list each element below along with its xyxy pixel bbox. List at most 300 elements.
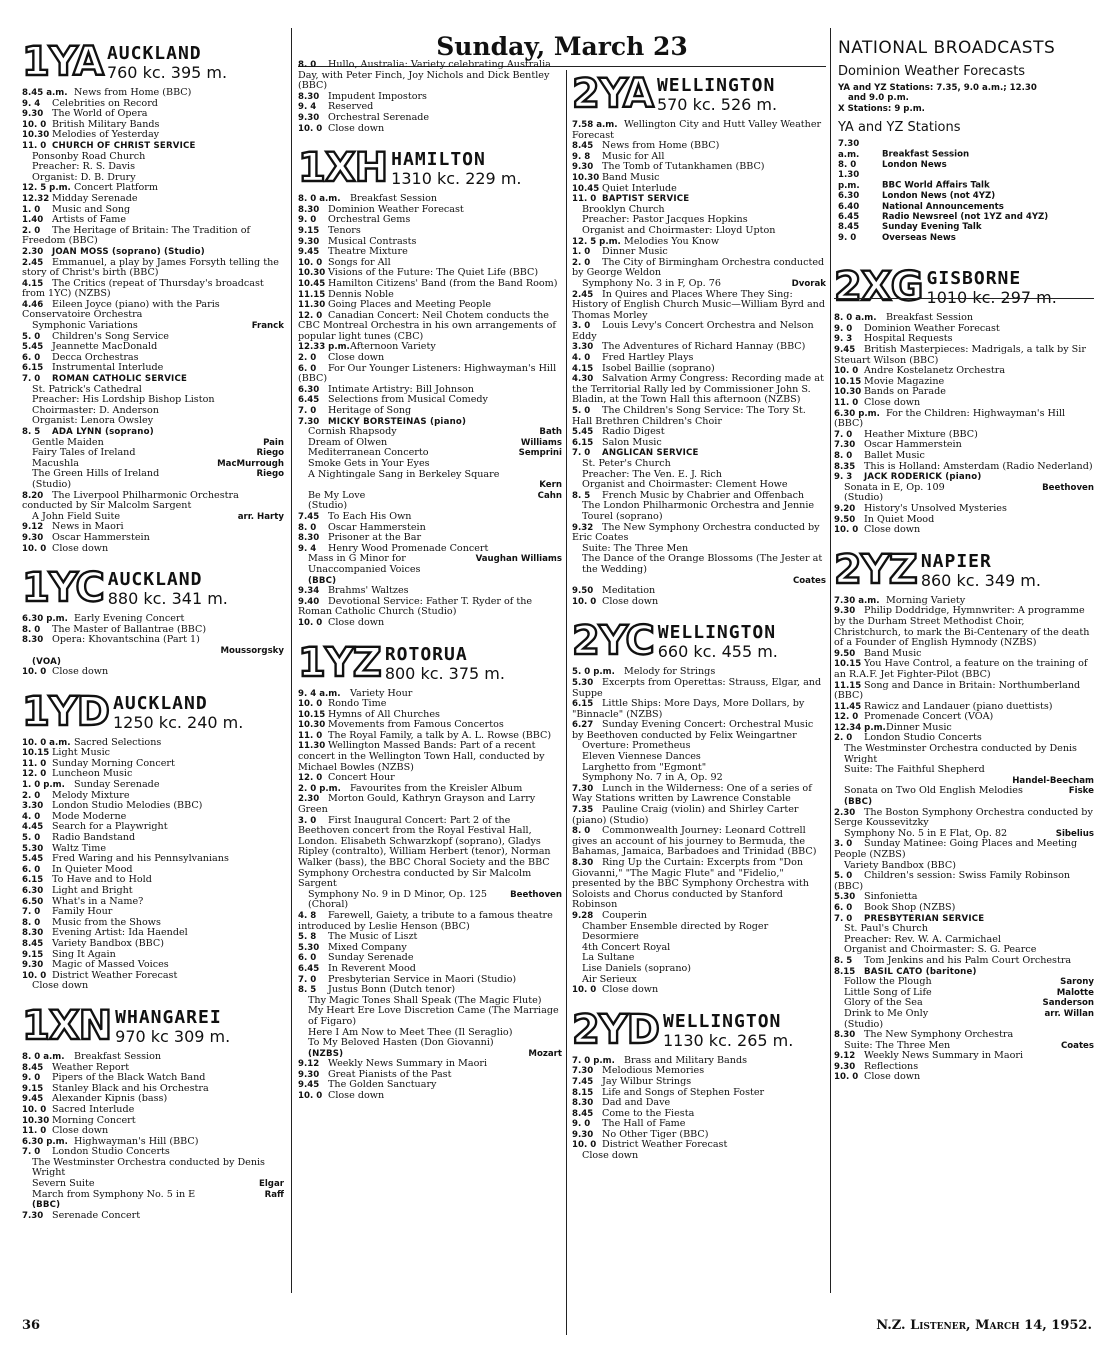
programme-time: 3. 0 bbox=[572, 321, 591, 332]
programme-line bbox=[298, 576, 562, 587]
programme-line bbox=[298, 911, 562, 932]
programme-title: BASIL CATO (baritone) bbox=[864, 966, 977, 977]
national-item-time: 8. 0 bbox=[838, 160, 857, 171]
programme-line bbox=[572, 1056, 826, 1067]
programme-title: Songs for All bbox=[328, 257, 391, 268]
programme-time: 7. 0 bbox=[834, 429, 853, 440]
programme-title: Close down bbox=[52, 667, 109, 678]
programme-title: Evening Artist: Ida Haendel bbox=[52, 928, 188, 939]
programme-time: 11.30 bbox=[298, 741, 326, 752]
programme-line bbox=[572, 491, 826, 502]
programme-time: 7.35 bbox=[572, 805, 594, 816]
programme-line bbox=[572, 586, 826, 597]
programme-line bbox=[298, 480, 562, 491]
programme-line bbox=[298, 720, 562, 731]
programme-title: Organist: D. B. Drury bbox=[32, 172, 136, 183]
programme-time: 9.28 bbox=[572, 910, 594, 921]
programme-line bbox=[298, 985, 562, 996]
programme-time: 2. 0 p.m. bbox=[298, 783, 341, 794]
programme-time: 3. 0 bbox=[298, 815, 317, 826]
programme-line bbox=[572, 448, 826, 459]
programme-time: 12.32 bbox=[22, 193, 50, 204]
programme-composer: Kern bbox=[539, 480, 562, 491]
station-city: WHANGAREI bbox=[115, 1006, 222, 1028]
programme-line bbox=[298, 459, 562, 470]
programme-line bbox=[298, 731, 562, 742]
national-item-title: Breakfast Session bbox=[882, 149, 970, 160]
programme-line bbox=[298, 353, 562, 364]
programme-line bbox=[22, 960, 284, 971]
programme-line bbox=[22, 939, 284, 950]
station-s2yc bbox=[572, 617, 826, 995]
programme-title: Suite: The Faithful Shepherd bbox=[844, 765, 985, 776]
programme-title: Melodious Memories bbox=[602, 1066, 705, 1077]
programme-title: Close down bbox=[328, 353, 385, 364]
programme-title: Brahms' Waltzes bbox=[328, 586, 409, 597]
programme-time: 10.15 bbox=[298, 709, 326, 720]
national-item bbox=[838, 222, 1094, 232]
programme-title: Hospital Requests bbox=[864, 334, 953, 345]
programme-time: 8.30 bbox=[22, 635, 44, 646]
programme-time: 5. 0 bbox=[834, 871, 853, 882]
programme-line bbox=[572, 784, 826, 805]
programme-time: 8.45 bbox=[22, 1062, 44, 1073]
programme-title: ANGLICAN SERVICE bbox=[602, 448, 699, 459]
programme-line bbox=[22, 469, 284, 480]
programme-time: 9.12 bbox=[834, 1051, 856, 1062]
programme-time: 8. 0 bbox=[22, 917, 41, 928]
programme-time: 8.30 bbox=[298, 204, 320, 215]
programme-title: Oscar Hammerstein bbox=[328, 522, 426, 533]
programme-time: 8. 0 bbox=[298, 60, 317, 70]
programme-line bbox=[298, 794, 562, 815]
programme-title: BAPTIST SERVICE bbox=[602, 194, 690, 205]
programme-line bbox=[572, 438, 826, 449]
column-1 bbox=[22, 28, 284, 1221]
programme-line bbox=[298, 1049, 562, 1060]
programme-time: 9. 0 bbox=[572, 1119, 591, 1130]
programme-line bbox=[834, 797, 1094, 808]
programme-line bbox=[834, 808, 1094, 829]
programme-title: Eileen Joyce (piano) with the Paris Conservatoire Orchestra bbox=[22, 299, 220, 321]
programme-line bbox=[834, 1009, 1094, 1020]
programme-time: 9. 3 bbox=[834, 334, 853, 345]
programme-line bbox=[572, 858, 826, 911]
programme-line bbox=[22, 183, 284, 194]
programme-title: Bands on Parade bbox=[864, 387, 946, 398]
programme-title: News in Maori bbox=[52, 522, 124, 533]
programme-title: Family Hour bbox=[52, 907, 113, 918]
programme-line bbox=[834, 596, 1094, 607]
programme-line bbox=[834, 776, 1094, 787]
programme-title: The Royal Family, a talk by A. L. Rowse (BBC) bbox=[328, 730, 552, 741]
programme-time: 9.34 bbox=[298, 586, 320, 597]
programme-title: News from Home (BBC) bbox=[602, 141, 720, 152]
programme-line bbox=[572, 576, 826, 587]
programme-line bbox=[22, 1063, 284, 1074]
programme-title: Reflections bbox=[864, 1061, 919, 1072]
programme-time: 8. 5 bbox=[22, 427, 41, 437]
programme-line bbox=[834, 786, 1094, 797]
programme-title: Melody for Strings bbox=[624, 667, 716, 678]
programme-time: 12. 5 p.m. bbox=[572, 236, 621, 247]
programme-line bbox=[298, 784, 562, 795]
programme-time: 4.15 bbox=[22, 278, 44, 289]
station-header bbox=[572, 70, 826, 117]
programme-line bbox=[22, 748, 284, 759]
programme-title: The City of Birmingham Orchestra conducted by George Weldon bbox=[572, 257, 825, 279]
programme-title: My Heart Ere Love Discretion Came (The Marriage of Figaro) bbox=[308, 1006, 559, 1027]
programme-time: 9.12 bbox=[298, 1059, 320, 1070]
programme-title: In Quiet Mood bbox=[864, 514, 935, 525]
programme-title: Promenade Concert (VOA) bbox=[864, 712, 994, 723]
station-frequency: 570 kc. 526 m. bbox=[656, 95, 778, 114]
programme-title: Highwayman's Hill (BBC) bbox=[74, 1136, 199, 1147]
programme-title: (Studio) bbox=[308, 501, 348, 512]
programme-title: Tenors bbox=[328, 225, 361, 236]
programme-line bbox=[834, 744, 1094, 765]
programme-time: 7.45 bbox=[572, 1076, 594, 1087]
programme-time: 12.34 p.m. bbox=[834, 722, 886, 733]
programme-composer: Moussorgsky bbox=[220, 645, 284, 656]
programme-time: 12. 5 p.m. bbox=[22, 183, 71, 194]
programme-line bbox=[298, 300, 562, 311]
programme-title: Organist and Choirmaster: Clement Howe bbox=[582, 480, 788, 491]
weather-line: and 9.0 p.m. bbox=[848, 93, 909, 104]
programme-line bbox=[572, 237, 826, 248]
programme-line bbox=[834, 659, 1094, 680]
programme-line bbox=[22, 981, 284, 992]
programme-line bbox=[298, 1059, 562, 1070]
programme-title: Brooklyn Church bbox=[582, 204, 665, 215]
programme-time: 8.20 bbox=[22, 490, 44, 501]
programme-title: Hymns of All Churches bbox=[328, 709, 440, 720]
programme-time: 11.45 bbox=[834, 701, 862, 712]
programme-title: Presbyterian Service in Maori (Studio) bbox=[328, 974, 517, 985]
programme-title: The New Symphony Orchestra conducted by Eric Coates bbox=[572, 522, 820, 544]
programme-line bbox=[22, 374, 284, 385]
programme-line bbox=[22, 141, 284, 152]
station-callsign: 1YZ bbox=[298, 639, 381, 686]
programme-title: Here I Am Now to Meet Thee (Il Seraglio) bbox=[308, 1027, 513, 1038]
national-item-title: BBC World Affairs Talk bbox=[882, 180, 990, 191]
programme-title: The Green Hills of Ireland bbox=[32, 469, 160, 480]
national-item-title: Overseas News bbox=[882, 232, 956, 243]
programme-line bbox=[572, 1140, 826, 1151]
programme-line bbox=[298, 544, 562, 555]
national-item-title: National Announcements bbox=[882, 201, 1004, 212]
programme-line bbox=[834, 1041, 1094, 1052]
programme-composer: Dvorak bbox=[791, 278, 826, 289]
programme-time: 9.20 bbox=[834, 503, 856, 514]
programme-title: Symphony No. 3 in F, Op. 76 bbox=[582, 278, 721, 289]
station-header bbox=[22, 564, 284, 612]
programme-line bbox=[834, 829, 1094, 840]
programme-time: 6.30 p.m. bbox=[22, 614, 68, 625]
programme-title: A John Field Suite bbox=[32, 511, 121, 522]
programme-line bbox=[298, 258, 562, 269]
programme-time: 6. 0 bbox=[22, 352, 41, 363]
programme-title: Sunday Morning Concert bbox=[52, 758, 175, 769]
programme-title: (BBC) bbox=[32, 1200, 61, 1211]
programme-line bbox=[834, 935, 1094, 946]
programme-line bbox=[22, 907, 284, 918]
programme-title: Light and Bright bbox=[52, 886, 133, 896]
programme-line bbox=[22, 130, 284, 141]
programme-line bbox=[572, 964, 826, 975]
programme-time: 3. 0 bbox=[834, 839, 853, 850]
station-callsign: 2YZ bbox=[834, 546, 917, 593]
programme-time: 7. 0 bbox=[298, 406, 317, 417]
programme-time: 10. 0 bbox=[834, 366, 859, 377]
programme-time: 10.15 bbox=[834, 376, 862, 387]
programme-time: 6.50 bbox=[22, 896, 44, 907]
programme-title: Sunday Matinee: Going Places and Meeting People (NZBS) bbox=[834, 839, 1078, 860]
programme-title: Lunch in the Wilderness: One of a series of Way Stations written by Lawrence Constable bbox=[572, 783, 812, 805]
programme-title: Organist and Choirmaster: Lloyd Upton bbox=[582, 225, 776, 236]
programme-title: Instrumental Interlude bbox=[52, 363, 164, 374]
programme-line bbox=[572, 120, 826, 141]
column-3 bbox=[572, 60, 826, 1162]
programme-time: 10. 0 bbox=[834, 525, 859, 536]
programme-title: The World of Opera bbox=[52, 109, 148, 120]
programme-composer: Fiske bbox=[1068, 786, 1094, 797]
programme-title: Close down bbox=[52, 1126, 109, 1137]
programme-line bbox=[22, 480, 284, 491]
programme-title: Chamber Ensemble directed by Roger Desormiere bbox=[582, 921, 769, 943]
station-city: AUCKLAND bbox=[113, 692, 208, 714]
programme-line bbox=[298, 92, 562, 103]
station-s2yz bbox=[834, 546, 1094, 1083]
programme-composer: Bath bbox=[539, 427, 562, 438]
programme-title: Lise Daniels (soprano) bbox=[582, 963, 692, 974]
programme-time: 9.50 bbox=[834, 648, 856, 659]
programme-time: 7.30 a.m. bbox=[834, 595, 880, 606]
programme-title: Concert Hour bbox=[328, 773, 395, 784]
programme-line bbox=[572, 1077, 826, 1088]
national-item-time: 6.45 bbox=[838, 212, 860, 223]
programme-line bbox=[298, 102, 562, 113]
programme-title: Eleven Viennese Dances bbox=[582, 752, 701, 763]
programme-title: A Nightingale Sang in Berkeley Square bbox=[308, 469, 500, 480]
programme-line bbox=[572, 290, 826, 322]
programme-time: 11.15 bbox=[298, 289, 326, 300]
programme-time: 2.30 bbox=[22, 246, 44, 257]
programme-time: 9.45 bbox=[22, 1094, 44, 1105]
programme-title: No Other Tiger (BBC) bbox=[602, 1129, 709, 1140]
programme-title: Isobel Baillie (soprano) bbox=[602, 363, 715, 374]
programme-time: 4.30 bbox=[572, 374, 594, 385]
programme-line bbox=[834, 313, 1094, 324]
programme-line bbox=[298, 247, 562, 258]
programme-line bbox=[22, 109, 284, 120]
station-frequency: 1010 kc. 297 m. bbox=[926, 288, 1057, 308]
programme-title: The Dance of the Orange Blossoms (The Jester at the Wedding) bbox=[582, 554, 823, 575]
programme-line bbox=[834, 861, 1094, 872]
programme-time: 10. 0 bbox=[572, 596, 597, 607]
column-rule bbox=[830, 28, 831, 1293]
programme-title: Sacred Interlude bbox=[52, 1104, 135, 1115]
national-item bbox=[838, 212, 1094, 222]
station-city: WELLINGTON bbox=[656, 75, 776, 96]
programme-time: 2. 0 bbox=[22, 225, 41, 236]
programme-line bbox=[834, 723, 1094, 734]
programme-line bbox=[22, 886, 284, 897]
programme-time: 7.30 bbox=[22, 1210, 44, 1221]
programme-time: 9. 4 bbox=[22, 98, 41, 109]
programme-line bbox=[572, 480, 826, 491]
station-callsign: 1YA bbox=[22, 39, 103, 85]
programme-time: 10.30 bbox=[298, 720, 326, 731]
national-item-title: Radio Newsreel (not 1YZ and 4YZ) bbox=[882, 212, 1049, 223]
station-frequency: 1310 kc. 229 m. bbox=[391, 169, 522, 189]
programme-title: Hamilton Citizens' Band (from the Band Room) bbox=[328, 278, 558, 289]
national-item bbox=[838, 170, 1094, 191]
programme-line bbox=[572, 141, 826, 152]
programme-line bbox=[834, 1062, 1094, 1073]
programme-line bbox=[22, 416, 284, 427]
programme-composer: Raff bbox=[264, 1189, 284, 1200]
programme-time: 9.30 bbox=[572, 1129, 594, 1140]
programme-time: 10. 0 bbox=[298, 699, 323, 710]
programme-line bbox=[22, 162, 284, 173]
programme-title: Radio Digest bbox=[602, 427, 665, 438]
programme-title: Visions of the Future: The Quiet Life (BBC) bbox=[328, 268, 539, 279]
programme-title: Philip Doddridge, Hymnwriter: A programme by the Durham Street Methodist Choir, Christchurch, to mark the Bi-Centenary of the death of a Founder of English Hymnody (NZBS) bbox=[834, 606, 1090, 649]
programme-line bbox=[572, 406, 826, 427]
programme-time: 12. 0 bbox=[834, 712, 859, 723]
programme-title: Book Shop (NZBS) bbox=[864, 902, 956, 913]
programme-title: District Weather Forecast bbox=[52, 970, 178, 981]
programme-line bbox=[22, 780, 284, 791]
programme-time: 8. 0 bbox=[834, 451, 853, 461]
programme-title: La Sultane bbox=[582, 953, 635, 964]
programme-title: Melodies of Yesterday bbox=[52, 130, 160, 141]
programme-title: Sonata on Two Old English Melodies bbox=[844, 786, 1023, 797]
programme-line bbox=[22, 205, 284, 216]
programme-time: 6.45 bbox=[298, 395, 320, 406]
programme-line bbox=[22, 88, 284, 99]
programme-time: 2.45 bbox=[572, 289, 594, 300]
programme-line bbox=[572, 353, 826, 364]
programme-line bbox=[22, 1200, 284, 1211]
programme-title: District Weather Forecast bbox=[602, 1140, 728, 1151]
programme-title: The Children's Song Service: The Tory St. Hall Brethren Children's Choir bbox=[572, 406, 806, 427]
programme-title: The Critics (repeat of Thursday's broadcast from 1YC) (NZBS) bbox=[22, 278, 264, 300]
programme-title: Pipers of the Black Watch Band bbox=[52, 1073, 206, 1084]
programme-line bbox=[298, 586, 562, 597]
programme-time: 5.30 bbox=[834, 892, 856, 903]
programme-time: 10. 0 bbox=[22, 1104, 47, 1115]
programme-time: 9. 0 bbox=[834, 323, 853, 334]
programme-line bbox=[298, 60, 562, 92]
station-s1ya bbox=[22, 38, 284, 554]
programme-title: (Studio) bbox=[844, 493, 884, 504]
programme-title: The Tomb of Tutankhamen (BBC) bbox=[602, 162, 765, 173]
station-header bbox=[298, 639, 562, 686]
programme-title: Serenade Concert bbox=[52, 1210, 141, 1221]
programme-title: Dad and Dave bbox=[602, 1098, 671, 1109]
programme-title: Close down bbox=[582, 1151, 639, 1162]
programme-title: Little Song of Life bbox=[844, 987, 932, 998]
programme-time: 9.30 bbox=[22, 109, 44, 120]
programme-line bbox=[298, 237, 562, 248]
programme-line bbox=[572, 943, 826, 954]
programme-line bbox=[834, 430, 1094, 441]
programme-line bbox=[298, 890, 562, 911]
programme-title: Theatre Mixture bbox=[328, 247, 408, 258]
programme-time: 5. 0 p.m. bbox=[572, 667, 615, 678]
programme-title: Dinner Music bbox=[602, 247, 668, 258]
programme-title: Smoke Gets in Your Eyes bbox=[308, 459, 430, 469]
programme-line bbox=[572, 699, 826, 720]
programme-title: Fairy Tales of Ireland bbox=[32, 448, 136, 459]
programme-composer: Beethoven bbox=[510, 889, 562, 900]
programme-title: Dennis Noble bbox=[328, 289, 394, 300]
programme-time: 9.30 bbox=[22, 532, 44, 543]
programme-title: Variety Bandbox (BBC) bbox=[52, 938, 164, 949]
programme-line bbox=[572, 247, 826, 258]
programme-line bbox=[298, 618, 562, 629]
station-callsign: 2YD bbox=[572, 1006, 659, 1053]
programme-title: Close down bbox=[864, 525, 921, 536]
programme-title: Fred Waring and his Pennsylvanians bbox=[52, 854, 229, 865]
programme-line bbox=[572, 427, 826, 438]
programme-title: Music from the Shows bbox=[52, 917, 161, 928]
programme-line bbox=[298, 268, 562, 279]
programme-line bbox=[834, 504, 1094, 515]
programme-title: The London Philharmonic Orchestra and Jennie Tourel (soprano) bbox=[582, 501, 815, 522]
programme-line bbox=[298, 1038, 562, 1049]
programme-line bbox=[834, 525, 1094, 536]
programme-title: Weather Report bbox=[52, 1062, 130, 1073]
programme-title: Couperin bbox=[602, 910, 647, 921]
programme-time: 12.33 p.m. bbox=[298, 342, 350, 353]
programme-time: 6.30 bbox=[298, 384, 320, 395]
programme-title: Opera: Khovantschina (Part 1) bbox=[52, 635, 200, 646]
programme-time: 6.15 bbox=[22, 363, 44, 374]
programme-time: 6.15 bbox=[22, 875, 44, 886]
programme-title: Devotional Service: Father T. Ryder of the Roman Catholic Church (Studio) bbox=[298, 596, 533, 618]
programme-line bbox=[572, 544, 826, 555]
programme-line bbox=[298, 512, 562, 523]
programme-line bbox=[22, 791, 284, 802]
programme-title: PRESBYTERIAN SERVICE bbox=[864, 913, 985, 924]
programme-time: 6. 0 bbox=[22, 864, 41, 875]
programme-line bbox=[834, 903, 1094, 914]
programme-title: For the Children: Highwayman's Hill (BBC) bbox=[834, 408, 1066, 430]
programme-time: 8.30 bbox=[298, 91, 320, 102]
programme-line bbox=[834, 1030, 1094, 1041]
programme-title: Weekly News Summary in Maori bbox=[328, 1059, 488, 1070]
programme-composer: Cahn bbox=[537, 490, 562, 501]
programme-title: Fred Hartley Plays bbox=[602, 353, 694, 364]
programme-time: 8.35 bbox=[834, 461, 856, 472]
programme-time: 1. 0 p.m. bbox=[22, 780, 65, 791]
programme-title: Mode Moderne bbox=[52, 811, 127, 822]
station-header bbox=[572, 1006, 826, 1053]
programme-time: 7.30 bbox=[572, 1066, 594, 1077]
programme-title: Luncheon Music bbox=[52, 769, 133, 780]
programme-line bbox=[572, 501, 826, 522]
programme-time: 2. 0 bbox=[22, 790, 41, 801]
programme-time: 12. 0 bbox=[22, 769, 47, 780]
programme-title: Commonwealth Journey: Leonard Cottrell gives an account of his journey to Bermuda, the Bahamas, Jamaica, Barbadoes and Trinidad (BBC) bbox=[572, 826, 817, 858]
programme-title: St. Paul's Church bbox=[844, 924, 928, 935]
programme-title: Henry Wood Promenade Concert bbox=[328, 543, 489, 554]
programme-line bbox=[834, 712, 1094, 723]
programme-title: Celebrities on Record bbox=[52, 98, 158, 109]
